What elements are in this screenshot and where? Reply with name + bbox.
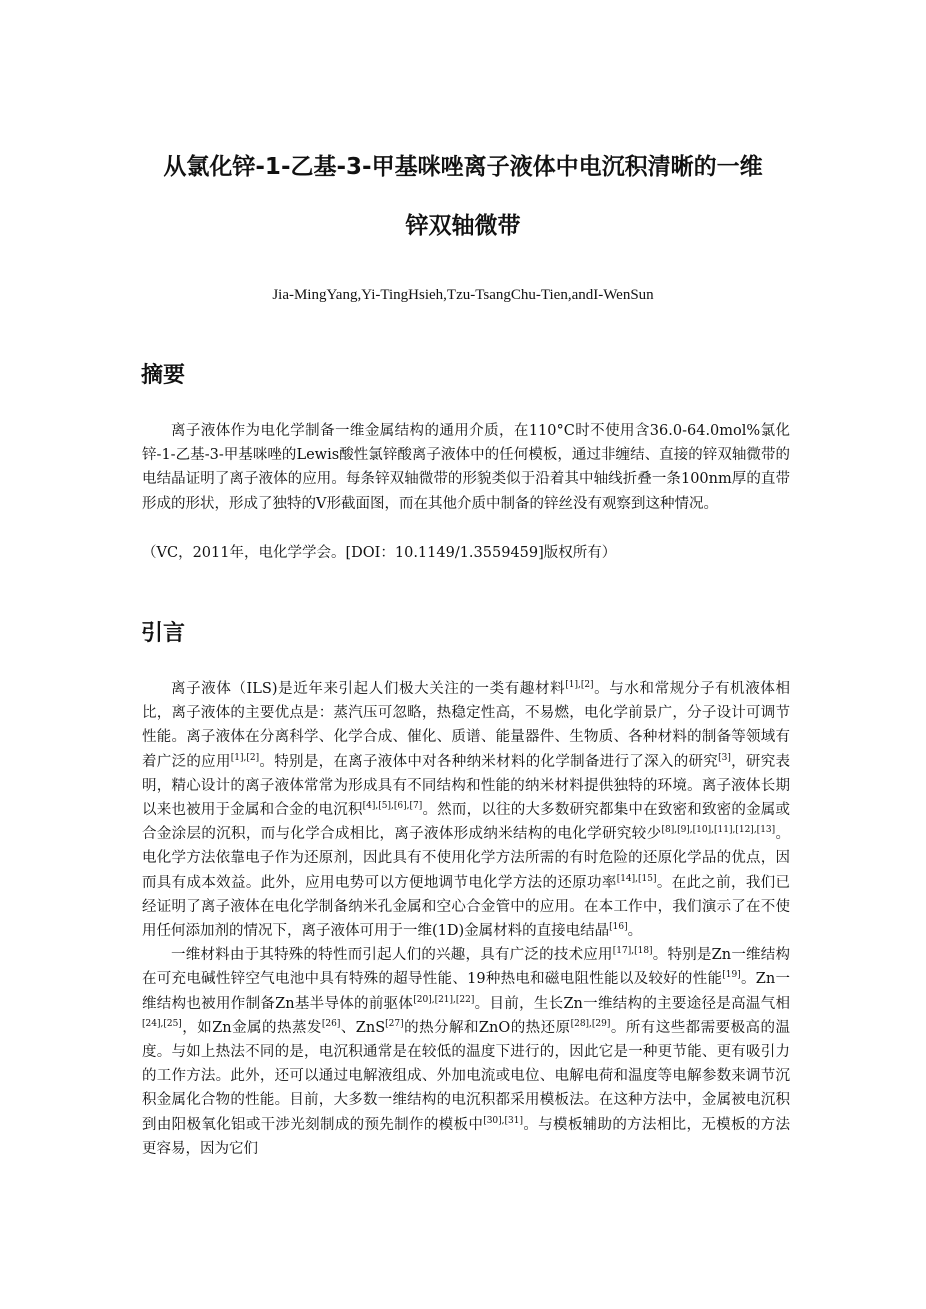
citation-ref: [26]	[321, 1019, 341, 1030]
text-run: 。特别是Zn一维结构在可充电碱性锌空气电池中具有特殊的超导性能、19种热电和磁电阻性能以及较好的性能	[142, 947, 790, 988]
abstract-body	[142, 419, 790, 516]
text-run: 。然而，以往的大多数研究都集中在致密和致密的金属或合金涂层的沉积，而与化学合成相比，离子液体形成纳米结构的电化学研究较少	[142, 802, 791, 843]
introduction-heading: 引言	[141, 621, 186, 646]
citation-ref: [28],[29]	[570, 1019, 611, 1030]
abstract-heading: 摘要	[141, 363, 186, 388]
text-run: 一维材料由于其特殊的特性而引起人们的兴趣，具有广泛的技术应用	[171, 947, 613, 964]
text-run: 、ZnS	[340, 1019, 386, 1036]
text-run: 。	[627, 923, 643, 940]
introduction-body	[142, 677, 790, 1161]
citation-ref: [3]	[718, 752, 731, 763]
citation-ref: [1],[2]	[565, 680, 594, 691]
citation-ref: [30],[31]	[483, 1115, 523, 1126]
paper-title-line2: 锌双轴微带	[405, 213, 521, 239]
copyright-line: （VC，2011年，电化学学会。[DOI：10.1149/1.3559459]版权所有）	[142, 545, 617, 561]
citation-ref: [1],[2]	[230, 752, 260, 763]
citation-ref: [20],[21],[22]	[413, 994, 475, 1005]
citation-ref: [4],[5],[6],[7]	[362, 801, 423, 812]
text-run: ，研究表明，精心设计的离子液体常常为形成具有不同结构和性能的纳米材料提供独特的环境。离子液体长期以来也被用于金属和合金的电沉积	[142, 753, 791, 819]
citation-ref: [8],[9],[10],[11],[12],[13]	[661, 825, 776, 836]
text-run: 。目前，生长Zn一维结构的主要途径是高温气相	[474, 995, 790, 1012]
text-run: 。与模板辅助的方法相比，无模板的方法更容易，因为它们	[142, 1116, 791, 1157]
citation-ref: [24],[25]	[142, 1019, 182, 1030]
text-run: 的热分解和ZnO的热还原	[403, 1019, 571, 1036]
author-list: Jia-MingYang,Yi-TingHsieh,Tzu-TsangChu-Tien,andI-WenSun	[272, 287, 654, 303]
text-run: 。Zn一维结构也被用作制备Zn基半导体的前驱体	[142, 971, 790, 1012]
intro-paragraph-1	[142, 677, 790, 943]
text-run: 。所有这些都需要极高的温度。与如上热法不同的是，电沉积通常是在较低的温度下进行的，因此它是一种更节能、更有吸引力的工作方法。此外，还可以通过电解液组成、外加电流或电位、电解电荷和温度等电解参数来调节沉积金属化合物的性能。目前，大多数一维结构的电沉积都采用模板法。在这种方法中，金属被电沉积到由阳极氧化铝或干涉光刻制成的预先制作的模板中	[142, 1019, 790, 1133]
citation-ref: [16]	[609, 922, 628, 933]
citation-ref: [14],[15]	[616, 873, 657, 884]
text-run: 离子液体（ILS)是近年来引起人们极大关注的一类有趣材料	[171, 681, 566, 697]
text-run: 。电化学方法依靠电子作为还原剂，因此具有不使用化学方法所需的有时危险的还原化学品的优点，因而具有成本效益。此外，应用电势可以方便地调节电化学方法的还原功率	[142, 826, 790, 891]
paper-title-line1: 从氯化锌-1-乙基-3-甲基咪唑离子液体中电沉积清晰的一维	[163, 154, 763, 180]
intro-paragraph-2	[142, 943, 790, 1161]
text-run: 。在此之前，我们已经证明了离子液体在电化学制备纳米孔金属和空心合金管中的应用。在本工作中，我们演示了在不使用任何添加剂的情况下，离子液体可用于一维(1D)金属材料的直接电结晶	[142, 874, 791, 940]
citation-ref: [17],[18]	[612, 946, 653, 957]
text-run: ，如Zn金属的热蒸发	[181, 1019, 322, 1036]
abstract-paragraph: 离子液体作为电化学制备一维金属结构的通用介质，在110°C时不使用含36.0-64.0mol%氯化锌-1-乙基-3-甲基咪唑的Lewis酸性氯锌酸离子液体中的任何模板，通过非缠结、直接的锌双轴微带的电结晶证明了离子液体的应用。每条锌双轴微带的形貌类似于沿着其中轴线折叠一条100nm厚的直带形成的形状，形成了独特的V形截面图，而在其他介质中制备的锌丝没有观察到这种情况。	[142, 423, 790, 512]
citation-ref: [27]	[385, 1019, 404, 1030]
text-run: 。特别是，在离子液体中对各种纳米材料的化学制备进行了深入的研究	[259, 753, 719, 770]
citation-ref: [19]	[722, 970, 741, 981]
text-run: 。与水和常规分子有机液体相比，离子液体的主要优点是：蒸汽压可忽略，热稳定性高，不易燃，电化学前景广，分子设计可调节性能。离子液体在分离科学、化学合成、催化、质谱、能量器件、生物质、各种材料的制备等领域有着广泛的应用	[142, 681, 790, 770]
